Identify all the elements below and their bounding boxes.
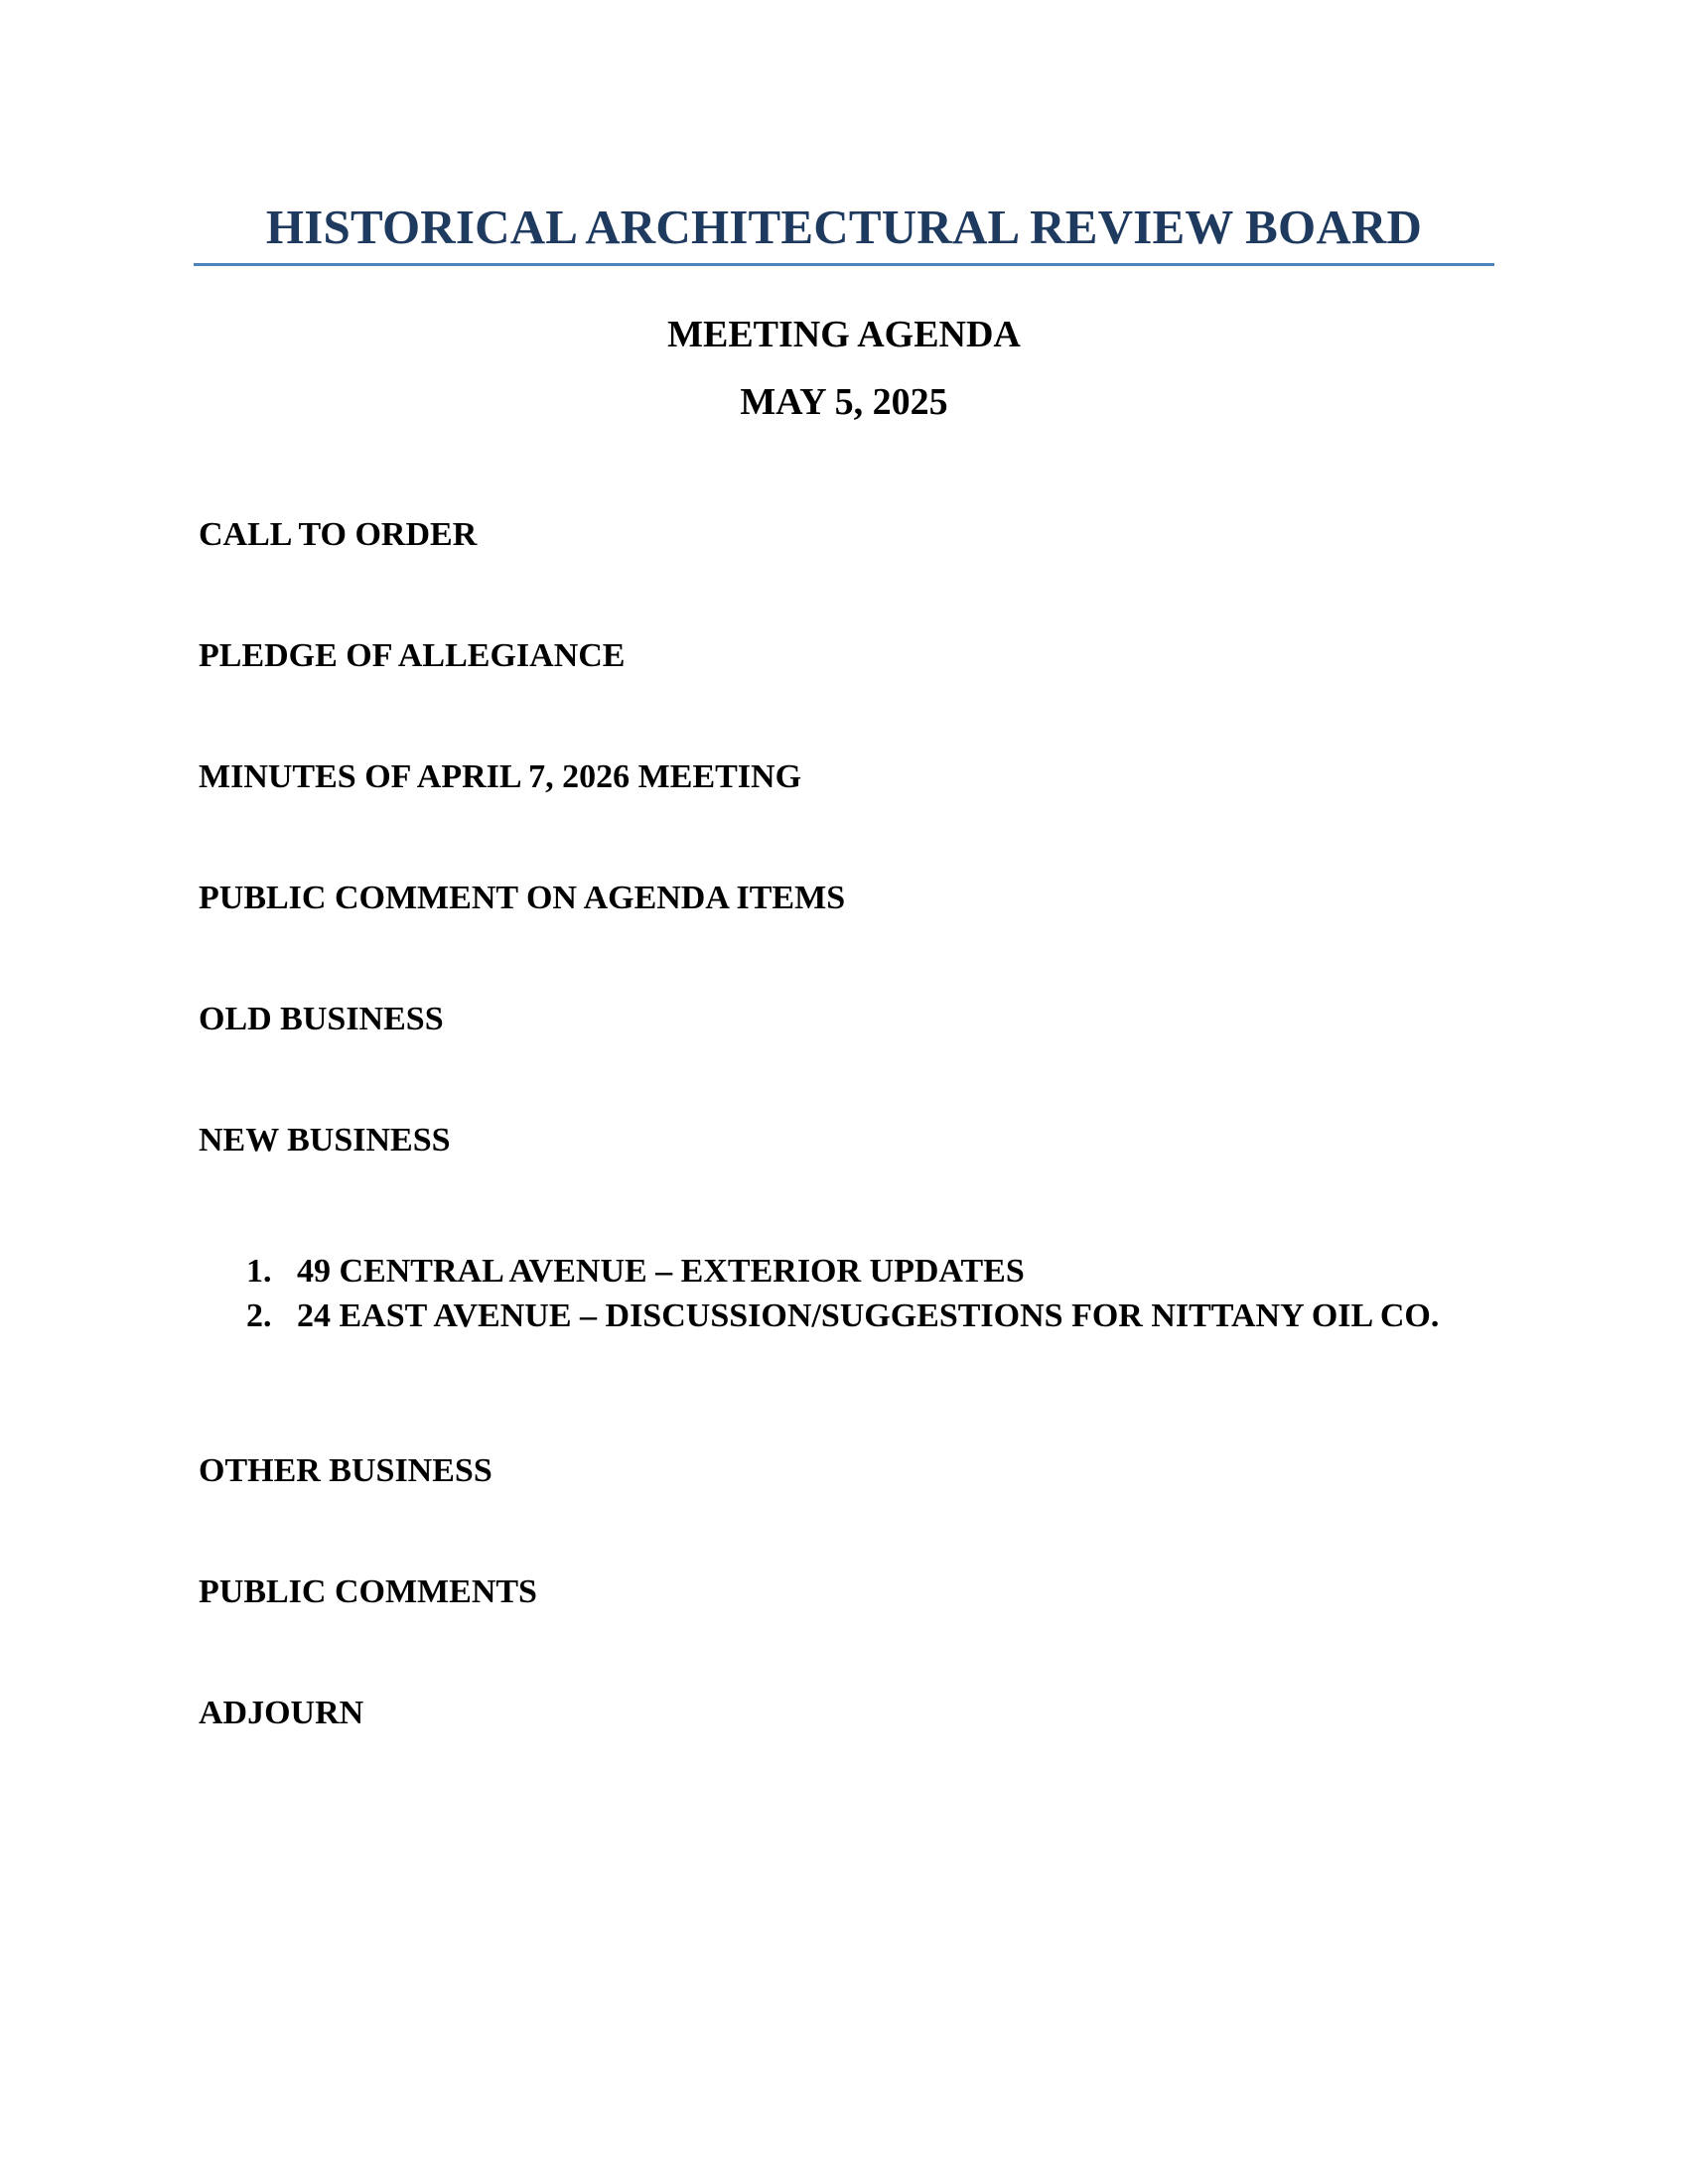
agenda-item-public-comments: PUBLIC COMMENTS [199, 1573, 537, 1610]
agenda-item-public-comment-agenda: PUBLIC COMMENT ON AGENDA ITEMS [199, 880, 846, 916]
new-business-item [246, 1294, 1487, 1338]
meeting-agenda-heading: MEETING AGENDA [667, 314, 1021, 355]
new-business-item [246, 1249, 1487, 1294]
agenda-item-minutes: MINUTES OF APRIL 7, 2026 MEETING [199, 758, 802, 795]
meeting-date: MAY 5, 2025 [740, 381, 948, 423]
list-item-text: 49 CENTRAL AVENUE – EXTERIOR UPDATES [297, 1253, 1025, 1290]
agenda-item-other-business: OTHER BUSINESS [199, 1452, 492, 1489]
list-number: 2. [246, 1297, 272, 1334]
list-number: 1. [246, 1253, 272, 1290]
title-underline-rule [194, 263, 1494, 266]
agenda-item-old-business: OLD BUSINESS [199, 1001, 444, 1037]
board-title: HISTORICAL ARCHITECTURAL REVIEW BOARD [265, 200, 1423, 254]
agenda-item-pledge: PLEDGE OF ALLEGIANCE [199, 637, 626, 674]
agenda-item-adjourn: ADJOURN [199, 1695, 364, 1731]
new-business-list [246, 1249, 1487, 1338]
list-item-text: 24 EAST AVENUE – DISCUSSION/SUGGESTIONS FOR NITTANY OIL CO. [297, 1297, 1440, 1334]
agenda-item-new-business: NEW BUSINESS [199, 1122, 451, 1159]
agenda-item-call-to-order: CALL TO ORDER [199, 516, 478, 553]
